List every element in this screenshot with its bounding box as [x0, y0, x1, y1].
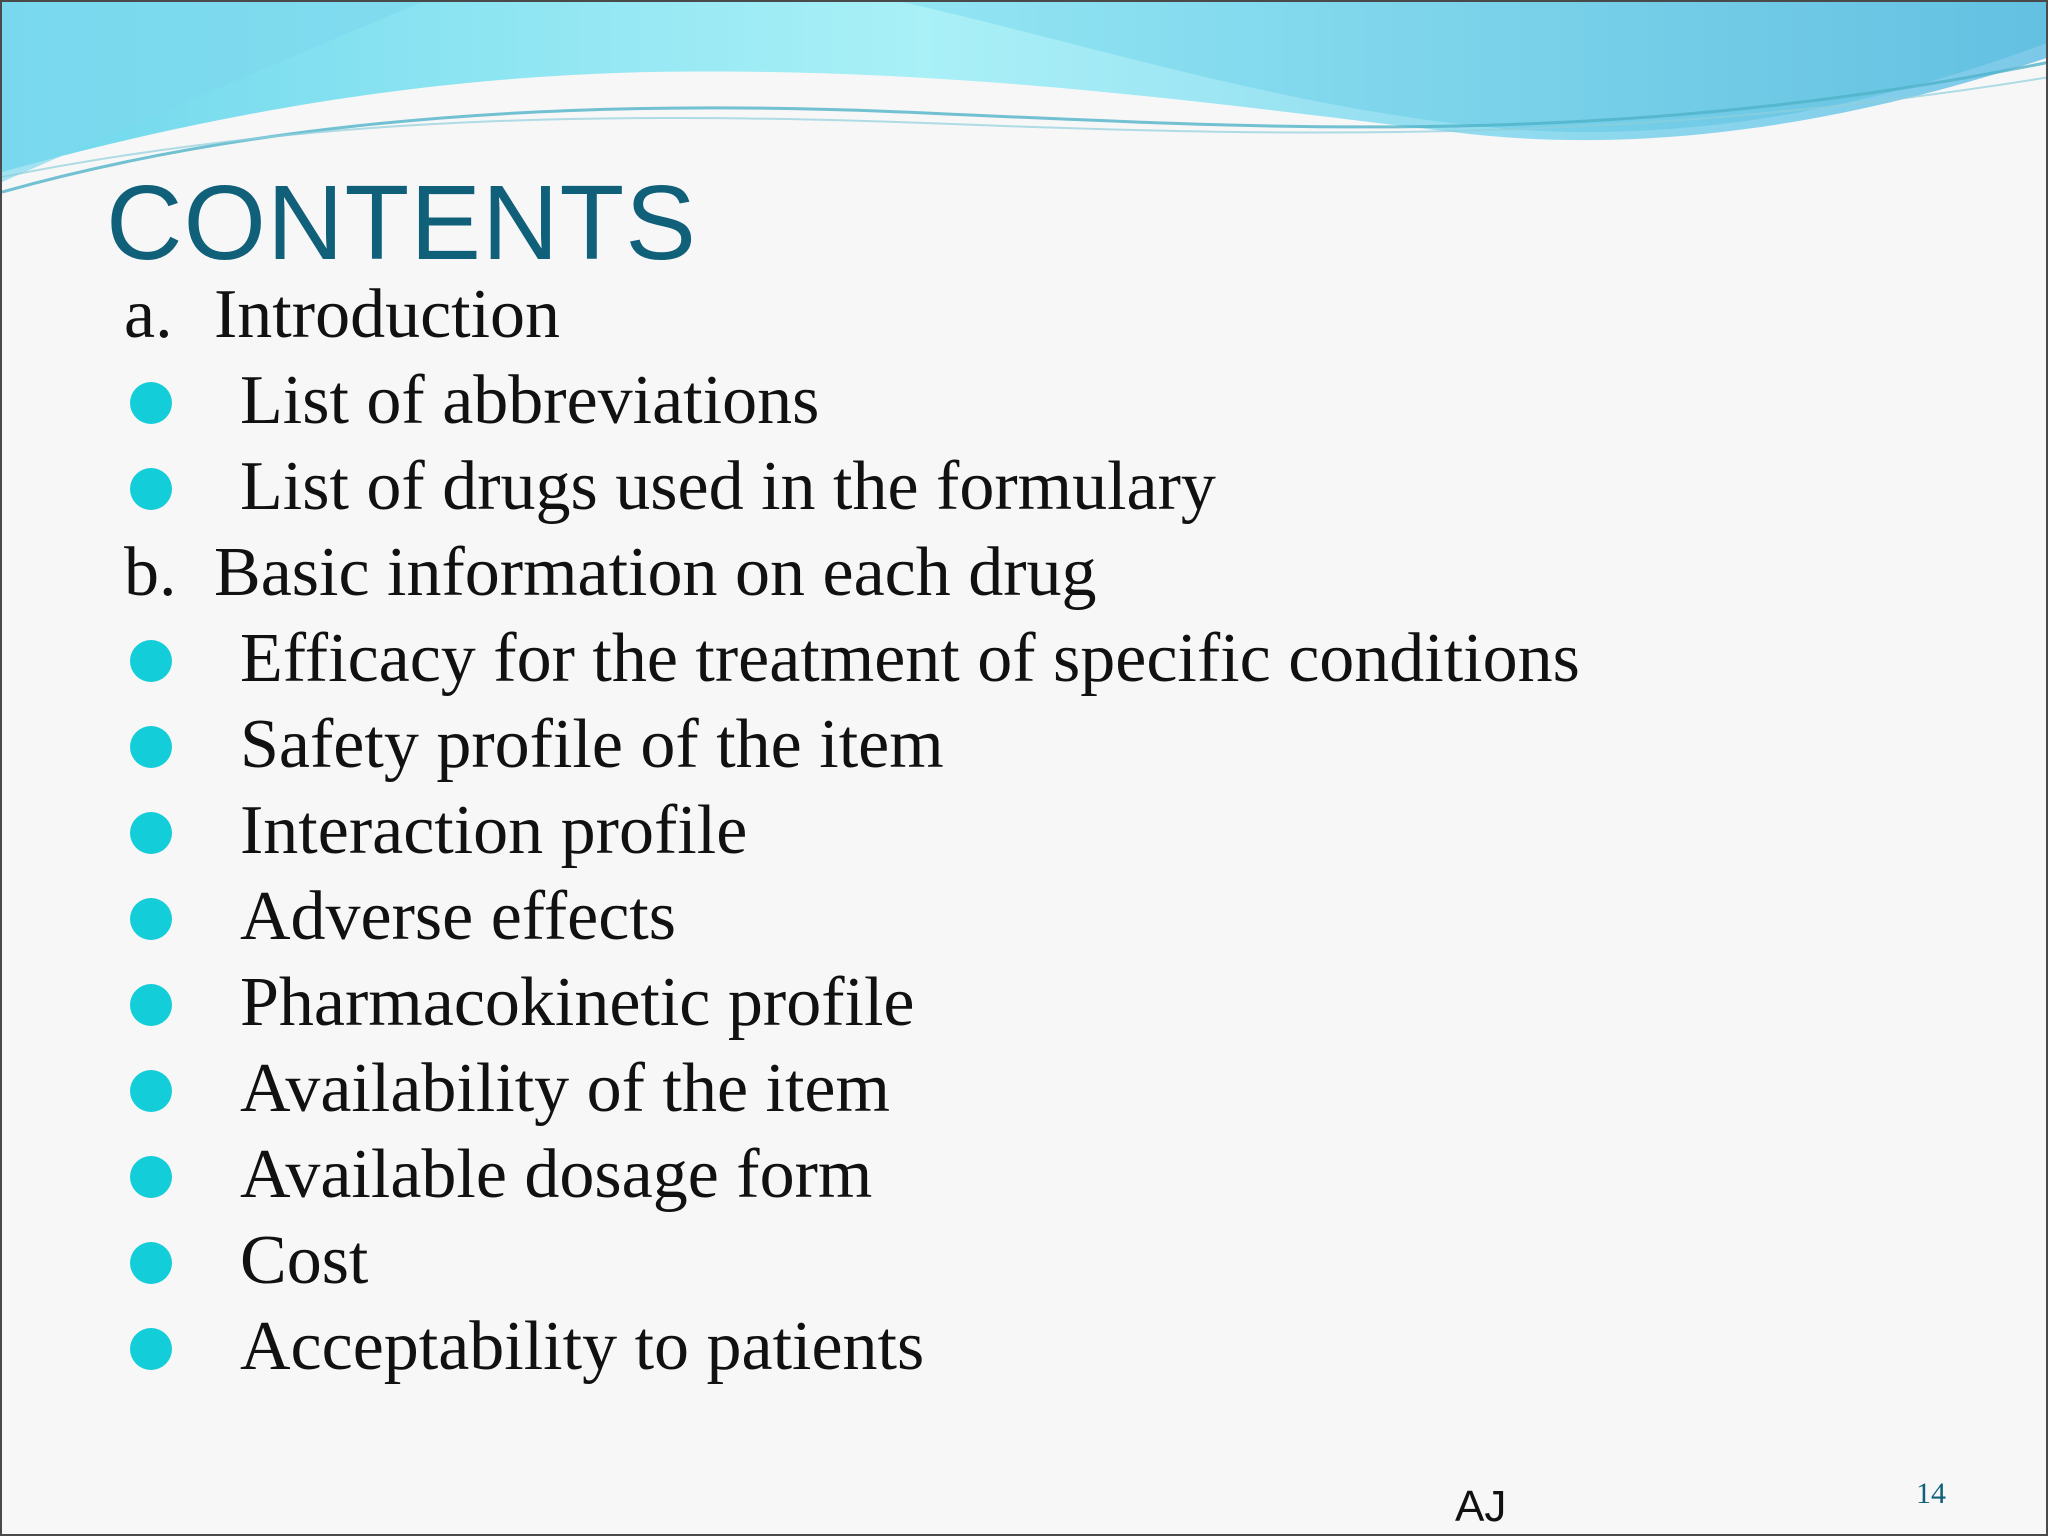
footer-author: AJ — [1455, 1482, 1507, 1531]
page-title: CONTENTS — [106, 164, 697, 282]
bullet-dot-icon — [130, 382, 172, 424]
section-label: Basic information on each drug — [214, 534, 1097, 611]
list-item-label: Pharmacokinetic profile — [240, 964, 915, 1041]
list-item-label: Availability of the item — [240, 1050, 890, 1127]
section-marker: b. — [124, 534, 177, 611]
list-item — [2, 960, 2048, 1046]
list-item-label: Available dosage form — [240, 1136, 873, 1213]
section-label: Introduction — [214, 276, 561, 353]
contents-list — [2, 272, 2048, 1390]
list-item — [2, 616, 2048, 702]
bullet-dot-icon — [130, 468, 172, 510]
list-item — [2, 1046, 2048, 1132]
bullet-dot-icon — [130, 984, 172, 1026]
list-item — [2, 358, 2048, 444]
section-item — [2, 530, 2048, 616]
bullet-dot-icon — [130, 1242, 172, 1284]
list-item-label: Safety profile of the item — [240, 706, 944, 783]
page-number: 14 — [1916, 1477, 1946, 1510]
section-item — [2, 272, 2048, 358]
bullet-dot-icon — [130, 898, 172, 940]
list-item-label: Acceptability to patients — [240, 1308, 925, 1385]
list-item — [2, 702, 2048, 788]
bullet-dot-icon — [130, 1156, 172, 1198]
list-item-label: Interaction profile — [240, 792, 748, 869]
list-item — [2, 1218, 2048, 1304]
list-item-label: List of abbreviations — [240, 362, 820, 439]
list-item — [2, 1304, 2048, 1390]
section-marker: a. — [124, 276, 173, 353]
list-item — [2, 874, 2048, 960]
list-item-label: Adverse effects — [240, 878, 676, 955]
list-item — [2, 1132, 2048, 1218]
bullet-dot-icon — [130, 812, 172, 854]
list-item-label: Efficacy for the treatment of specific conditions — [240, 620, 1580, 697]
list-item — [2, 444, 2048, 530]
bullet-dot-icon — [130, 1328, 172, 1370]
bullet-dot-icon — [130, 640, 172, 682]
list-item-label: Cost — [240, 1222, 369, 1299]
list-item — [2, 788, 2048, 874]
bullet-dot-icon — [130, 726, 172, 768]
list-item-label: List of drugs used in the formulary — [240, 448, 1216, 525]
bullet-dot-icon — [130, 1070, 172, 1112]
